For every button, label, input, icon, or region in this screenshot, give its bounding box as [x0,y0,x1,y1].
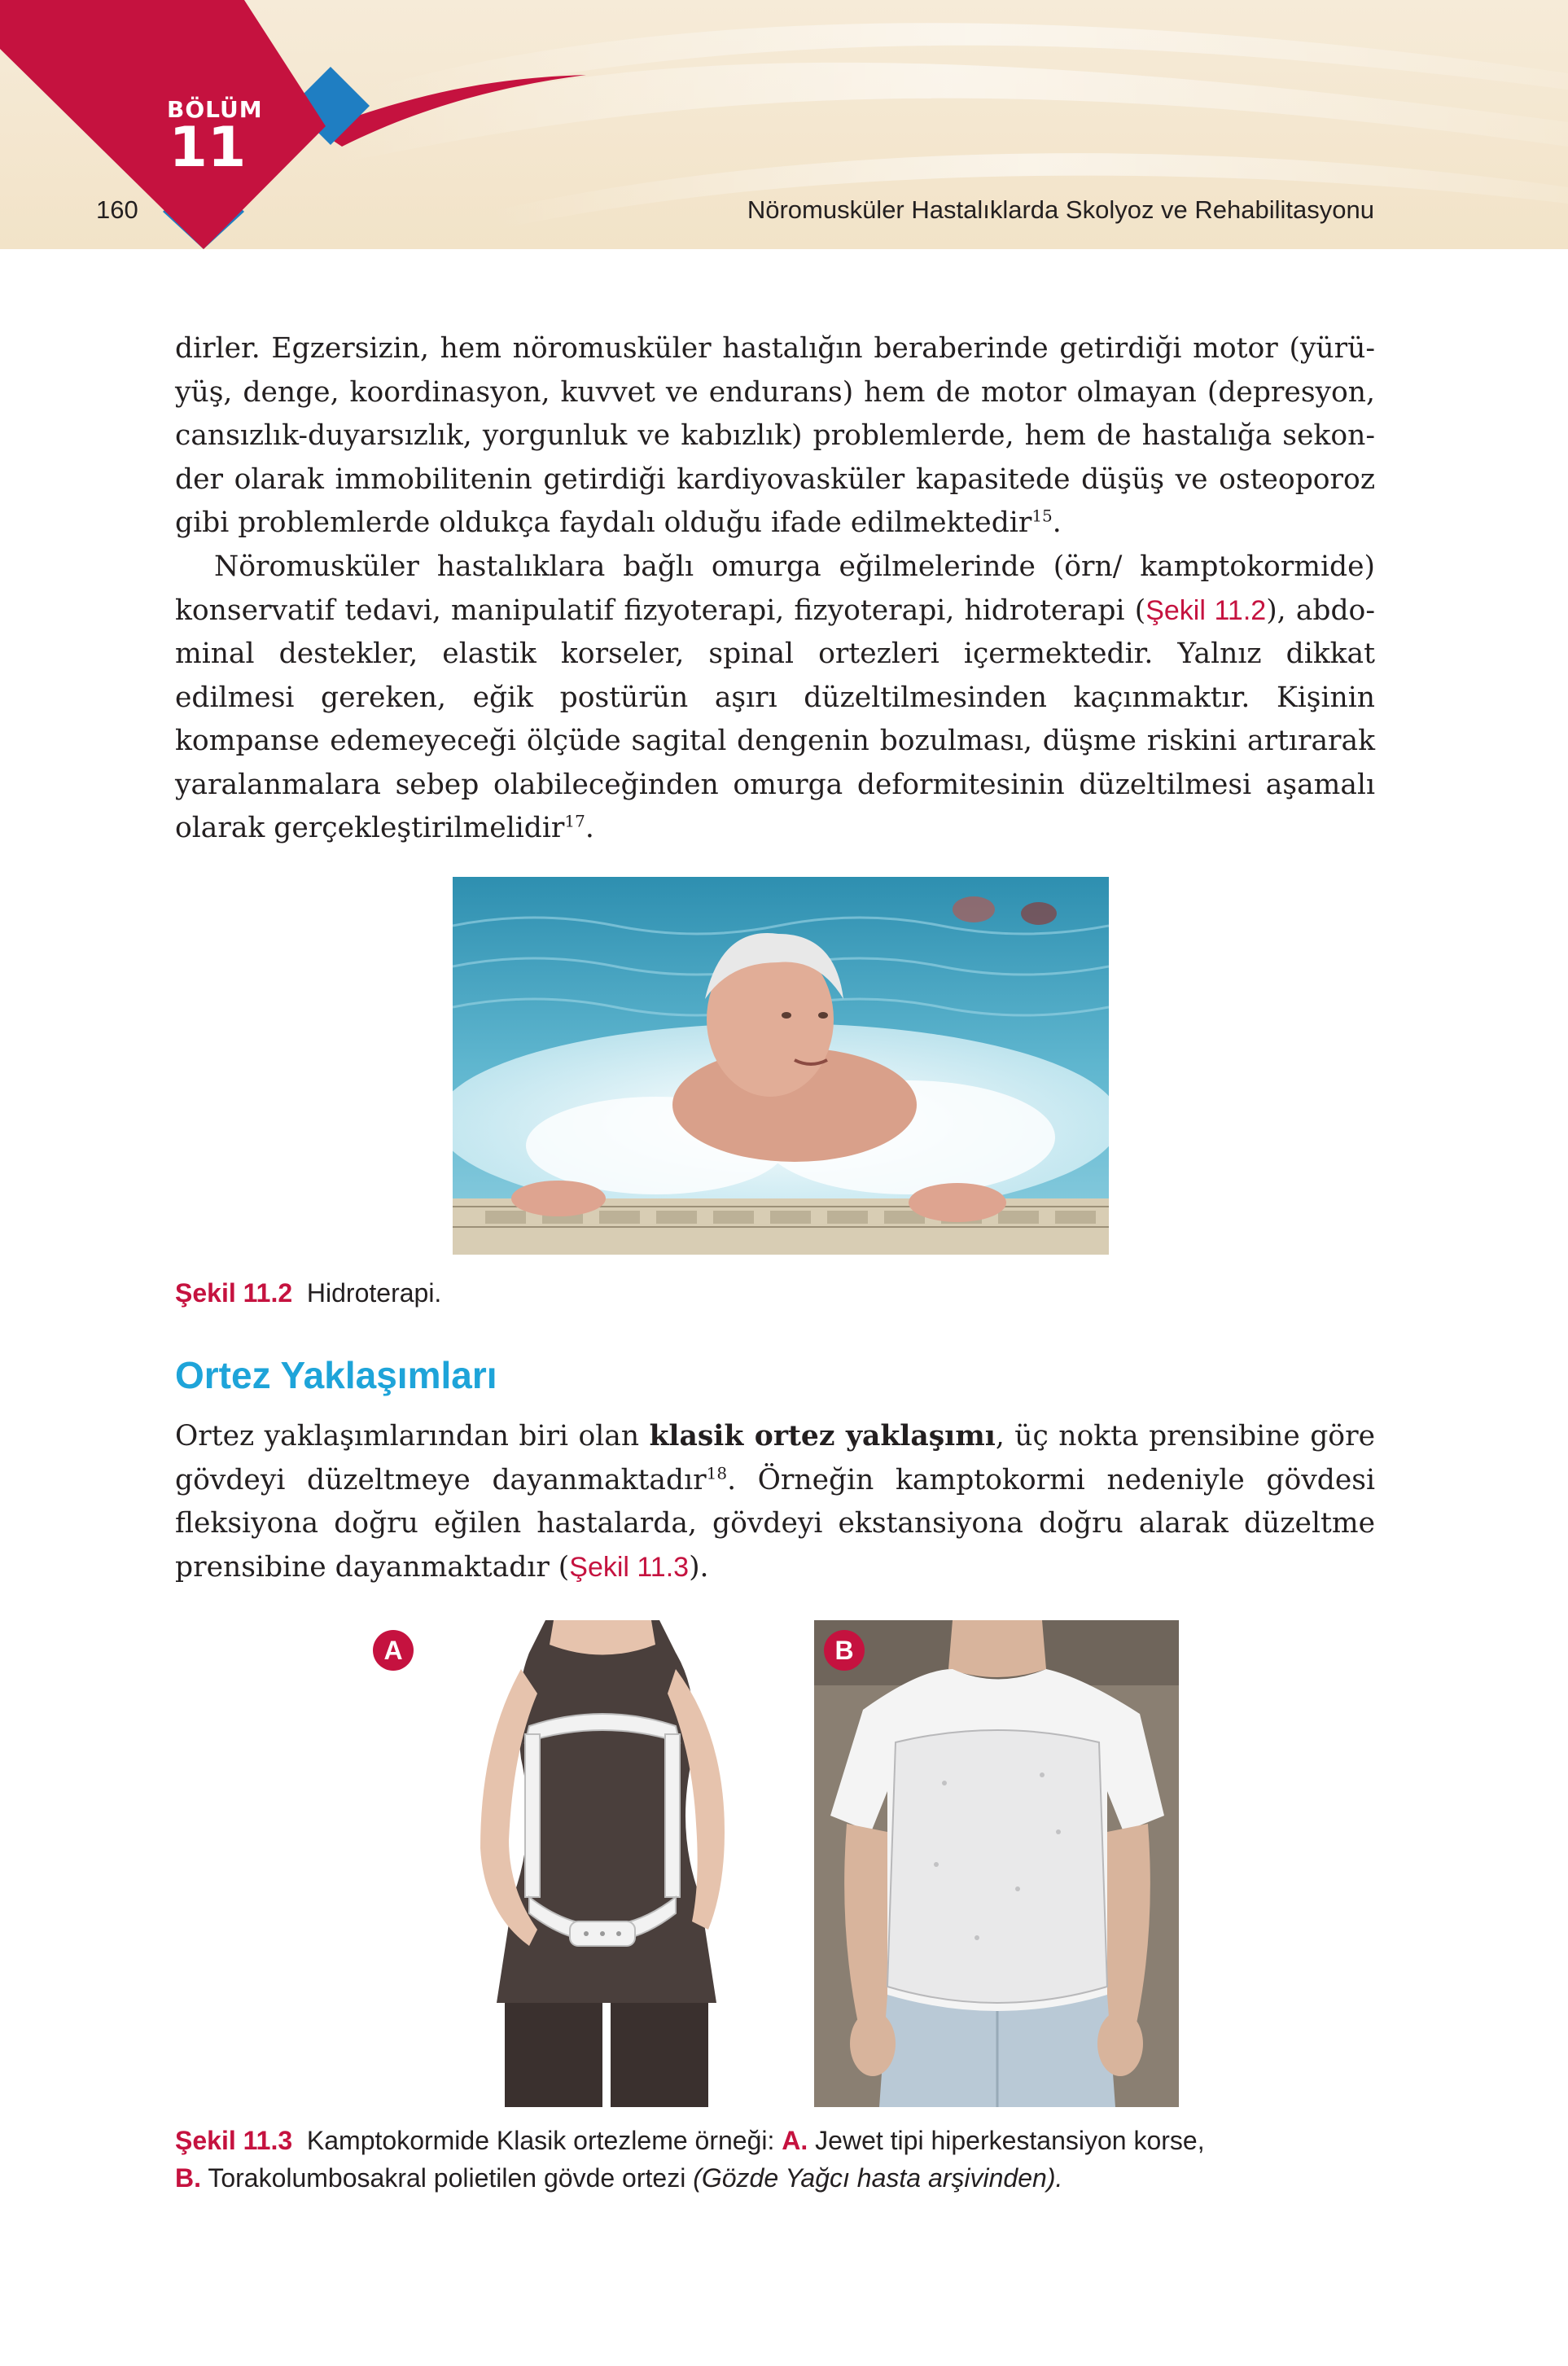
brace-photo-b [814,1620,1179,2107]
reference-15[interactable]: 15 [1031,506,1053,526]
figure-11-2-label: Şekil 11.2 [175,1278,293,1308]
paragraph-3-text-b: , üç nokta prensibine göre gövdeyi düzeltmeye dayanmaktadır [175,1420,1375,1496]
paragraph-3-text-c: . Örneğin kamptokormi nedeniyle gövdesi fleksiyona doğru eğilen hastalarda, gövdeyi ekstansiyona doğru alarak düzeltme prensibine dayanmaktadır ( [175,1463,1375,1584]
paragraph-3-text-a: Ortez yaklaşımlarından biri olan [175,1420,650,1452]
figure-11-2-caption [175,1274,1380,1312]
figure-11-3-caption-line-1 [175,2122,1380,2159]
figure-11-3-caption-line-2 [175,2159,1380,2197]
figure-11-3-caption [175,2122,1380,2197]
paragraph-3 [175,1415,1375,1589]
figure-11-2-caption-text: Hidroterapi. [306,1278,442,1308]
paragraph-2-end: . [585,812,594,844]
figure-11-2-link[interactable]: Şekil 11.2 [1145,594,1267,626]
brace-photo-a [431,1620,773,2107]
paragraph-3-bold: klasik ortez yaklaşımı [649,1420,996,1452]
chapter-number: 11 [169,116,247,180]
page-number: 160 [96,195,138,224]
chapter-label: BÖLÜM [167,96,263,123]
paragraph-1-end: . [1052,506,1062,539]
figure-11-3-a-label: A. [782,2126,808,2155]
paragraph-1 [175,327,1375,545]
paragraph-2 [175,545,1375,851]
page-header [0,0,1568,249]
reference-17[interactable]: 17 [564,811,585,831]
figure-11-3-badge-b: B [824,1630,865,1671]
reference-18[interactable]: 18 [706,1463,728,1483]
figure-11-3-badge-a: A [373,1630,414,1671]
paragraph-2-text-b: ), abdominal destekler, elastik korseler, spinal ortezleri içermektedir. Yalnız dikkat edilmesi gereken, eğik postürün aşırı düzeltilmesinden kaçınmaktır. Kişinin kompanse edemeyeceği ölçüde sagital dengenin bozulması, düşme riskini artırarak yaralanmalara sebep olabileceğinden omurga deformitesinin düzeltilmesi aşamalı olarak gerçekleştirilmelidir [175,594,1375,844]
figure-11-3-caption-italic: (Gözde Yağcı hasta arşivinden). [693,2163,1063,2193]
hydrotherapy-photo [453,877,1109,1255]
paragraph-3-end: ). [689,1550,709,1584]
figure-11-3-caption-c: Torakolumbosakral polietilen gövde ortezi [201,2163,694,2193]
figure-11-3-link[interactable]: Şekil 11.3 [569,1551,690,1583]
figure-11-3-b-label: B. [175,2163,201,2193]
paragraph-1-text: dirler. Egzersizin, hem nöromusküler hastalığın beraberinde getirdiği motor (yürüyüş, denge, koordinasyon, kuvvet ve endurans) hem de motor olmayan (depresyon, cansızlık-duyarsızlık, yorgunluk ve kabızlık) problemlerde, hem de hastalığa sekonder olarak immobilitenin getirdiği kardiyovasküler kapasitede düşüş ve osteoporoz gibi problemlerde oldukça faydalı olduğu ifade edilmektedir [175,332,1375,539]
figure-11-3-label: Şekil 11.3 [175,2126,293,2155]
figure-11-3-caption-a: Kamptokormide Klasik ortezleme örneği: [306,2126,782,2155]
running-title: Nöromusküler Hastalıklarda Skolyoz ve Rehabilitasyonu [747,195,1374,224]
section-heading: Ortez Yaklaşımları [175,1354,497,1396]
figure-11-3-caption-b: Jewet tipi hiperkestansiyon korse, [808,2126,1205,2155]
paragraph-2-text-a: Nöromusküler hastalıklara bağlı omurga eğilmelerinde (örn/ kamptokormide) konservatif tedavi, manipulatif fizyoterapi, fizyoterapi, hidroterapi ( [175,550,1375,627]
